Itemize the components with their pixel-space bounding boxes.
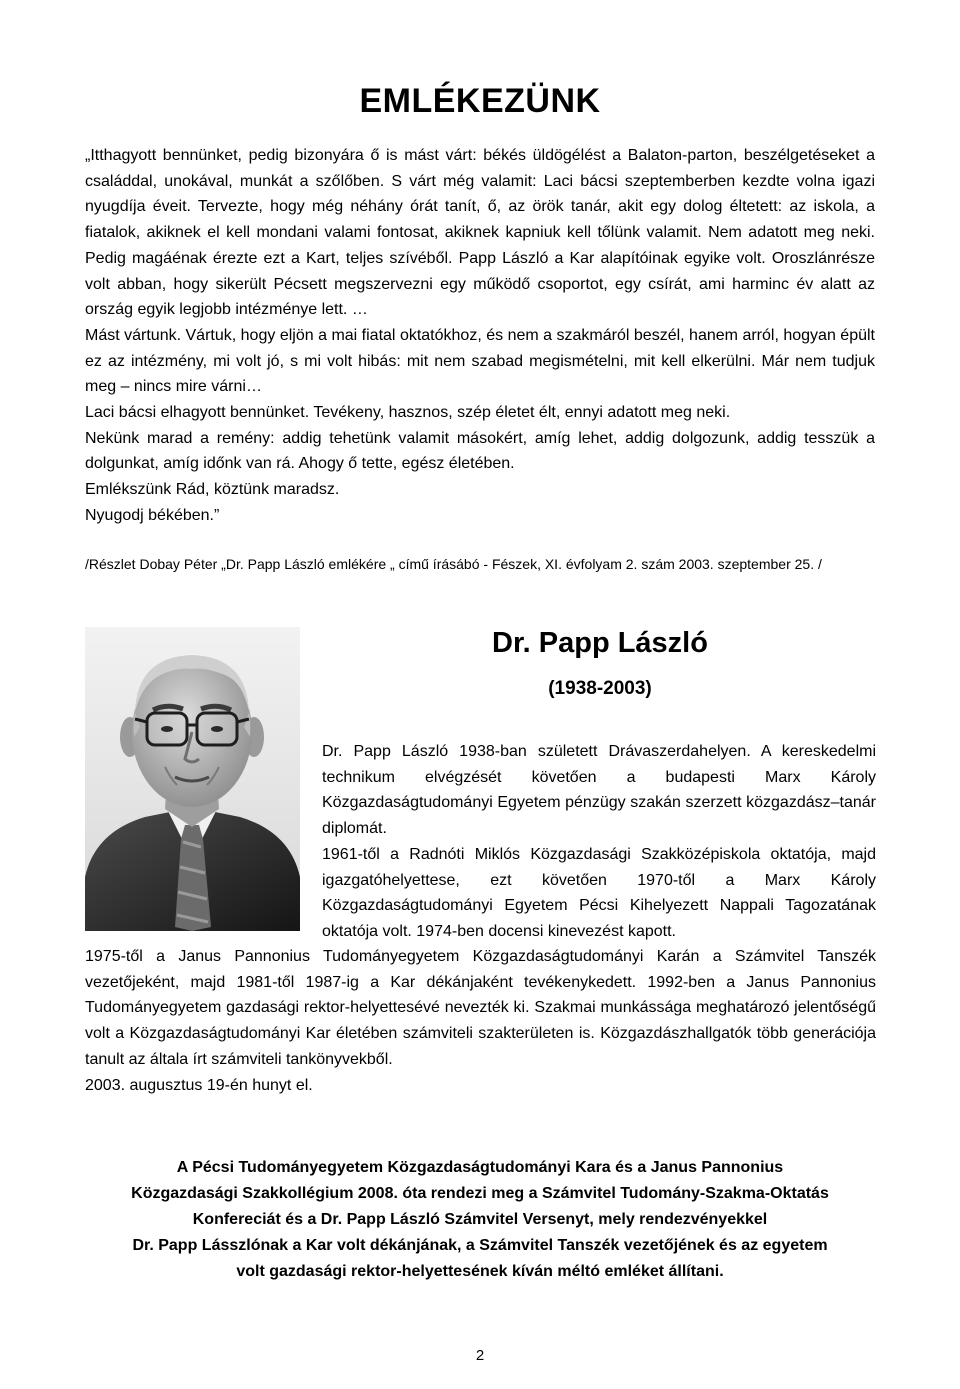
bio-years: (1938-2003) bbox=[548, 678, 652, 699]
bio-full-text bbox=[85, 944, 876, 1098]
bio-name: Dr. Papp László bbox=[492, 627, 708, 659]
portrait-illustration bbox=[85, 627, 300, 931]
portrait-photo bbox=[85, 627, 300, 931]
closing-line: Közgazdasági Szakkollégium 2008. óta rendezi meg a Számvitel Tudomány-Szakma-Oktatás bbox=[131, 1185, 829, 1202]
tribute-paragraph: „Itthagyott bennünket, pedig bizonyára ő is mást várt: békés üldögélést a Balaton-parton, beszélgetéseket a családdal, unokával, munkát a szőlőben. S várt még valamit: Laci bácsi szeptemberben kezdte volna igazi nyugdíja éveit. Tervezte, hogy még néhány órát tanít, ő, az örök tanár, akit egy dolog éltetett: az iskola, a fiatalok, akiknek el kell mondani valami fontosat, akiknek kapniuk kell tőlünk valamit. Nem adatott meg neki. Pedig magáénak érezte ezt a Kart, teljes szívéből. Papp László a Kar alapítóinak egyike volt. Oroszlánrésze volt abban, hogy sikerült Pécsett megszervezni egy működő csoportot, egy csírát, ami harminc év alatt az ország egyik legjobb intézménye lett. … bbox=[85, 147, 875, 319]
closing-line: Dr. Papp Lásszlónak a Kar volt dékánjának, a Számvitel Tanszék vezetőjének és az egyetem bbox=[132, 1237, 828, 1254]
bio-paragraph: 2003. augusztus 19-én hunyt el. bbox=[85, 1076, 313, 1094]
tribute-paragraph: Laci bácsi elhagyott bennünket. Tevékeny, hasznos, szép életet élt, ennyi adatott meg neki. bbox=[85, 404, 731, 422]
tribute-paragraph: Nyugodj békében.” bbox=[85, 506, 220, 524]
closing-line: volt gazdasági rektor-helyettesének kíván méltó emléket állítani. bbox=[236, 1263, 724, 1280]
tribute-text bbox=[85, 143, 875, 529]
page-heading: EMLÉKEZÜNK bbox=[359, 82, 601, 120]
tribute-paragraph: Mást vártunk. Vártuk, hogy eljön a mai fiatal oktatókhoz, és nem a szakmáról beszél, hanem arról, hogyan épült ez az intézmény, mi volt jó, s mi volt hibás: mit nem szabad megismételni, mit kell elkerülni. Már nem tudjuk meg – nincs mire várni… bbox=[85, 326, 875, 396]
source-note: /Részlet Dobay Péter „Dr. Papp László emlékére „ című írásábó - Fészek, XI. évfolyam 2. szám 2003. szeptember 25. / bbox=[85, 556, 822, 572]
closing-statement bbox=[70, 1155, 890, 1285]
bio-side-text bbox=[322, 739, 876, 945]
closing-line: A Pécsi Tudományegyetem Közgazdaságtudományi Kara és a Janus Pannonius bbox=[176, 1159, 784, 1176]
tribute-paragraph: Emlékszünk Rád, köztünk maradsz. bbox=[85, 481, 340, 499]
bio-paragraph: 1961-től a Radnóti Miklós Közgazdasági Szakközépiskola oktatója, majd igazgatóhelyettese, ezt követően 1970-től a Marx Károly Közgazdaságtudományi Egyetem Pécsi Kihelyezett Nappali Tagozatának oktatója volt. 1974-ben docensi kinevezést kapott. bbox=[322, 845, 876, 940]
tribute-paragraph: Nekünk marad a remény: addig tehetünk valamit másokért, amíg lehet, addig dolgozunk, addig tesszük a dolgunkat, amíg időnk van rá. Ahogy ő tette, egész életében. bbox=[85, 429, 875, 473]
page-number: 2 bbox=[475, 1347, 485, 1364]
closing-line: Konfereciát és a Dr. Papp László Számvitel Versenyt, mely rendezvényekkel bbox=[192, 1211, 768, 1228]
bio-paragraph: Dr. Papp László 1938-ban született Drávaszerdahelyen. A kereskedelmi technikum elvégzését követően a budapesti Marx Károly Közgazdaságtudományi Egyetem pénzügy szakán szerzett közgazdász–tanár diplomát. bbox=[322, 743, 876, 838]
bio-paragraph: 1975-től a Janus Pannonius Tudományegyetem Közgazdaságtudományi Karán a Számvitel Tanszék vezetőjeként, majd 1981-től 1987-ig a Kar dékánjaként tevékenykedett. 1992-ben a Janus Pannonius Tudományegyetem gazdasági rektor-helyettesévé nevezték ki. Szakmai munkássága meghatározó jelentőségű volt a Közgazdaságtudományi Kar életében számviteli szakterületen is. Közgazdászhallgatók több generációja tanult az általa írt számviteli tankönyvekből. bbox=[85, 948, 876, 1068]
